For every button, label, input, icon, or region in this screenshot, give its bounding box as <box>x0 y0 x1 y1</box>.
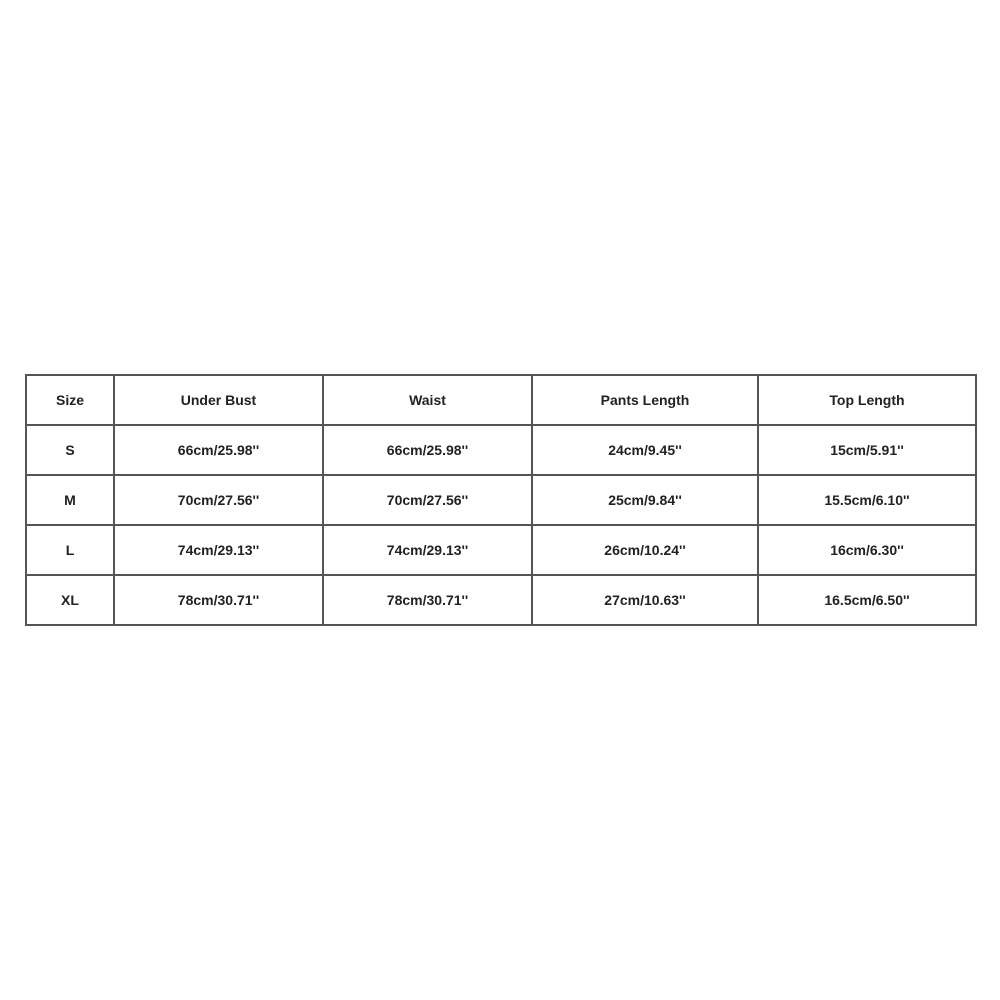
cell-waist: 74cm/29.13'' <box>323 525 532 575</box>
cell-waist: 78cm/30.71'' <box>323 575 532 625</box>
table-header-row <box>26 375 976 425</box>
cell-under-bust: 78cm/30.71'' <box>114 575 323 625</box>
cell-pants-length: 25cm/9.84'' <box>532 475 758 525</box>
cell-size: S <box>26 425 114 475</box>
table-row <box>26 575 976 625</box>
cell-pants-length: 24cm/9.45'' <box>532 425 758 475</box>
cell-size: M <box>26 475 114 525</box>
size-chart-table <box>25 374 977 626</box>
table-row <box>26 425 976 475</box>
header-waist: Waist <box>323 375 532 425</box>
cell-top-length: 16cm/6.30'' <box>758 525 976 575</box>
cell-waist: 70cm/27.56'' <box>323 475 532 525</box>
header-size: Size <box>26 375 114 425</box>
cell-size: XL <box>26 575 114 625</box>
cell-pants-length: 27cm/10.63'' <box>532 575 758 625</box>
table-row <box>26 475 976 525</box>
table-row <box>26 525 976 575</box>
cell-top-length: 15.5cm/6.10'' <box>758 475 976 525</box>
cell-waist: 66cm/25.98'' <box>323 425 532 475</box>
cell-top-length: 15cm/5.91'' <box>758 425 976 475</box>
header-pants-length: Pants Length <box>532 375 758 425</box>
cell-under-bust: 66cm/25.98'' <box>114 425 323 475</box>
cell-under-bust: 74cm/29.13'' <box>114 525 323 575</box>
cell-pants-length: 26cm/10.24'' <box>532 525 758 575</box>
header-top-length: Top Length <box>758 375 976 425</box>
header-under-bust: Under Bust <box>114 375 323 425</box>
cell-under-bust: 70cm/27.56'' <box>114 475 323 525</box>
cell-size: L <box>26 525 114 575</box>
cell-top-length: 16.5cm/6.50'' <box>758 575 976 625</box>
